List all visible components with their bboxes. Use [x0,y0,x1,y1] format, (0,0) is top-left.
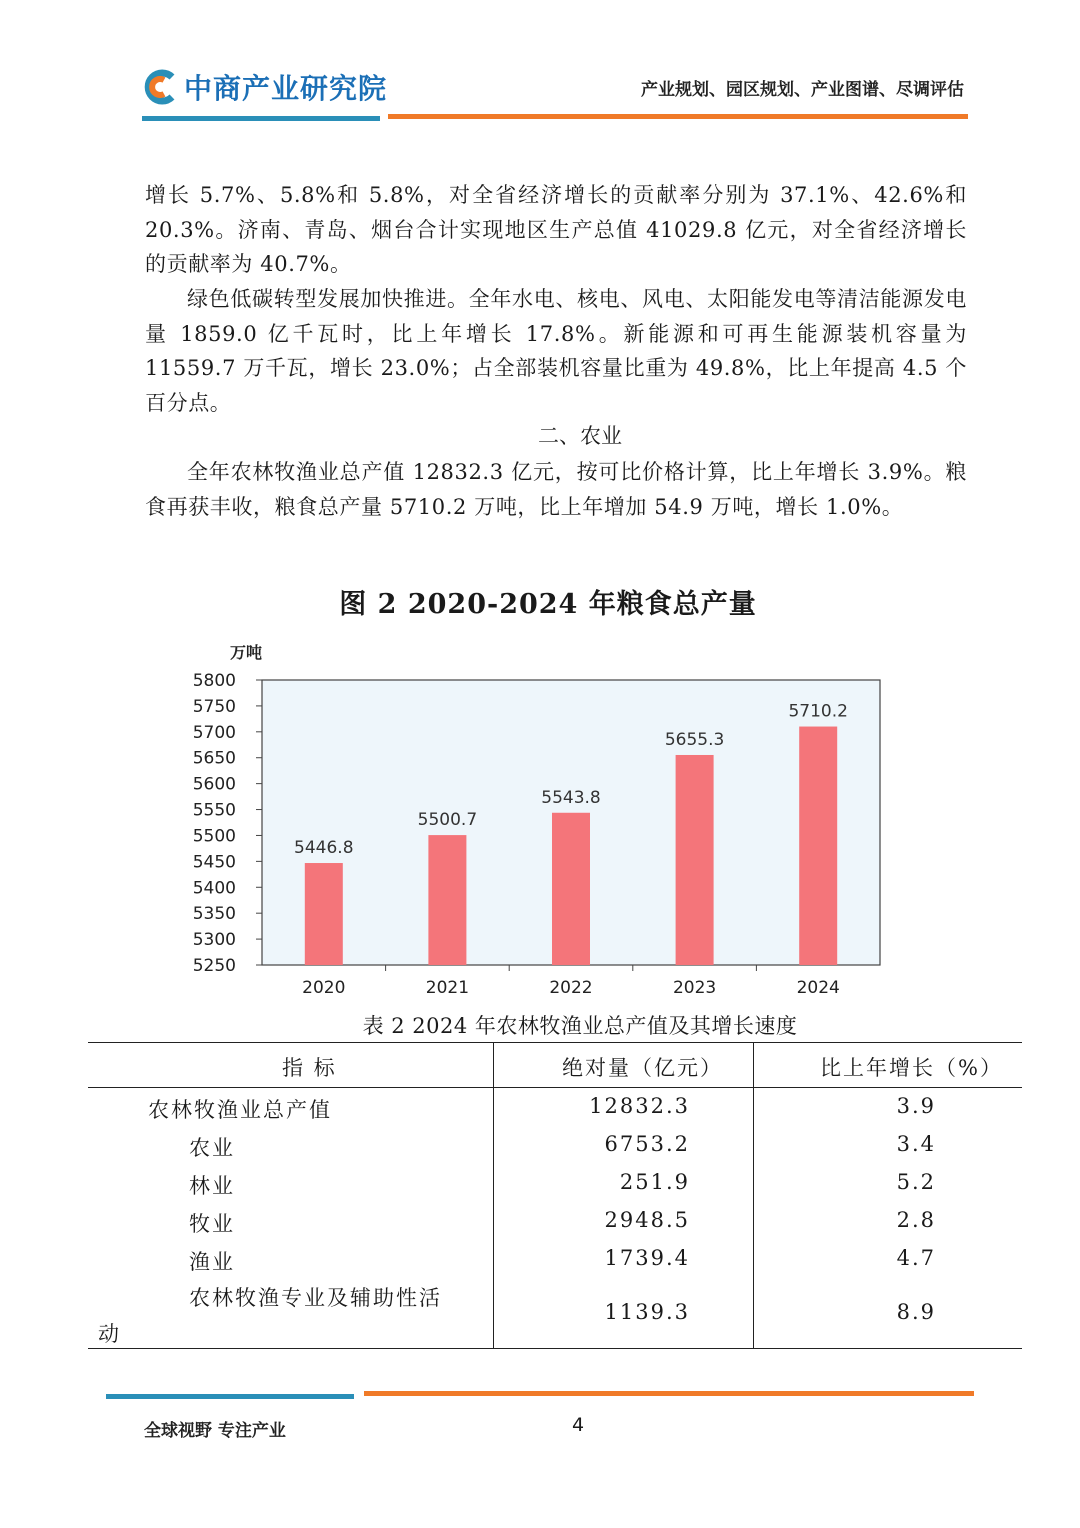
y-tick-label: 5550 [192,800,236,821]
paragraph-green-energy: 绿色低碳转型发展加快推进。全年水电、核电、风电、太阳能发电等清洁能源发电量 1859.0 亿千瓦时，比上年增长 17.8%。新能源和可再生能源装机容量为 11559.7 万千瓦，增长 23.0%；占全部装机容量比重为 49.8%，比上年提高 4.5 个百分点。 [145,287,967,415]
table-col-divider-1 [493,1042,494,1348]
row-growth: 5.2 [896,1170,936,1194]
data-label-2023: 5655.3 [664,729,725,750]
row-name: 渔业 [189,1250,235,1274]
data-label-2024: 5710.2 [788,701,848,722]
bar-2024 [799,727,837,965]
y-tick-label: 5400 [192,878,236,899]
row-value: 12832.3 [589,1094,690,1118]
bar-2020 [305,863,343,965]
row-growth: 4.7 [896,1246,936,1270]
y-tick-label: 5700 [192,722,236,743]
table-bottom-rule [88,1348,1022,1349]
table-header-indicator: 指 标 [282,1056,337,1080]
row-value: 1739.4 [604,1246,690,1270]
y-tick-label: 5600 [192,774,236,795]
row-growth: 2.8 [896,1208,936,1232]
bar-2023 [676,755,714,965]
row-name-continued: 动 [98,1322,121,1346]
row-value: 6753.2 [604,1132,690,1156]
row-value: 251.9 [619,1170,690,1194]
row-name: 农业 [189,1136,235,1160]
row-name: 农林牧渔专业及辅助性活 [189,1286,442,1310]
y-tick-label: 5300 [192,930,236,951]
table-col-divider-2 [753,1042,754,1348]
y-axis-unit-label: 万吨 [230,643,263,662]
data-label-2022: 5543.8 [541,787,601,808]
y-tick-label: 5250 [192,956,236,976]
row-name: 林业 [189,1174,235,1198]
table-header-growth: 比上年增长（%） [820,1056,1003,1080]
row-growth: 8.9 [896,1300,936,1324]
section-title-agriculture: 二、农业 [538,424,622,448]
data-label-2020: 5446.8 [294,838,354,859]
table-header-absolute: 绝对量（亿元） [562,1056,723,1080]
footer-rule-blue [106,1394,354,1399]
table-title: 表 2 2024 年农林牧渔业总产值及其增长速度 [362,1014,798,1038]
data-label-2021: 5500.7 [417,810,478,831]
footer-rule-orange [364,1391,974,1396]
y-tick-label: 5350 [192,904,236,925]
y-tick-label: 5800 [192,671,236,691]
x-tick-label: 2024 [796,978,840,998]
table-top-rule [88,1042,1022,1043]
row-name: 牧业 [189,1212,235,1236]
paragraph-economy: 增长 5.7%、5.8%和 5.8%，对全省经济增长的贡献率分别为 37.1%、42.6%和 20.3%。济南、青岛、烟台合计实现地区生产总值 41029.8 亿元，对全省经济增长的贡献率为 40.7%。 [145,183,967,277]
row-value: 2948.5 [604,1208,690,1232]
row-value: 1139.3 [604,1300,690,1324]
x-tick-label: 2022 [549,978,593,998]
row-growth: 3.4 [896,1132,936,1156]
x-tick-label: 2021 [425,978,470,998]
row-name: 农林牧渔业总产值 [148,1098,332,1122]
org-name: 中商产业研究院 [184,72,388,105]
x-tick-label: 2023 [672,978,717,998]
y-tick-label: 5450 [192,852,236,873]
paragraph-agriculture: 全年农林牧渔业总产值 12832.3 亿元，按可比价格计算，比上年增长 3.9%。粮食再获丰收，粮食总产量 5710.2 万吨，比上年增加 54.9 万吨，增长 1.0%。 [145,460,967,519]
header-tagline: 产业规划、园区规划、产业图谱、尽调评估 [641,80,964,100]
chart-title: 图 2 2020-2024 年粮食总产量 [339,589,757,620]
x-tick-label: 2020 [302,978,346,998]
bar-2022 [552,813,590,965]
y-tick-label: 5650 [192,748,236,769]
row-growth: 3.9 [896,1094,936,1118]
bar-2021 [428,835,466,965]
y-tick-label: 5750 [192,696,236,717]
table-header-rule [88,1087,1022,1088]
page-number: 4 [571,1414,585,1436]
footer-slogan: 全球视野 专注产业 [144,1421,286,1441]
y-tick-label: 5500 [192,826,236,847]
